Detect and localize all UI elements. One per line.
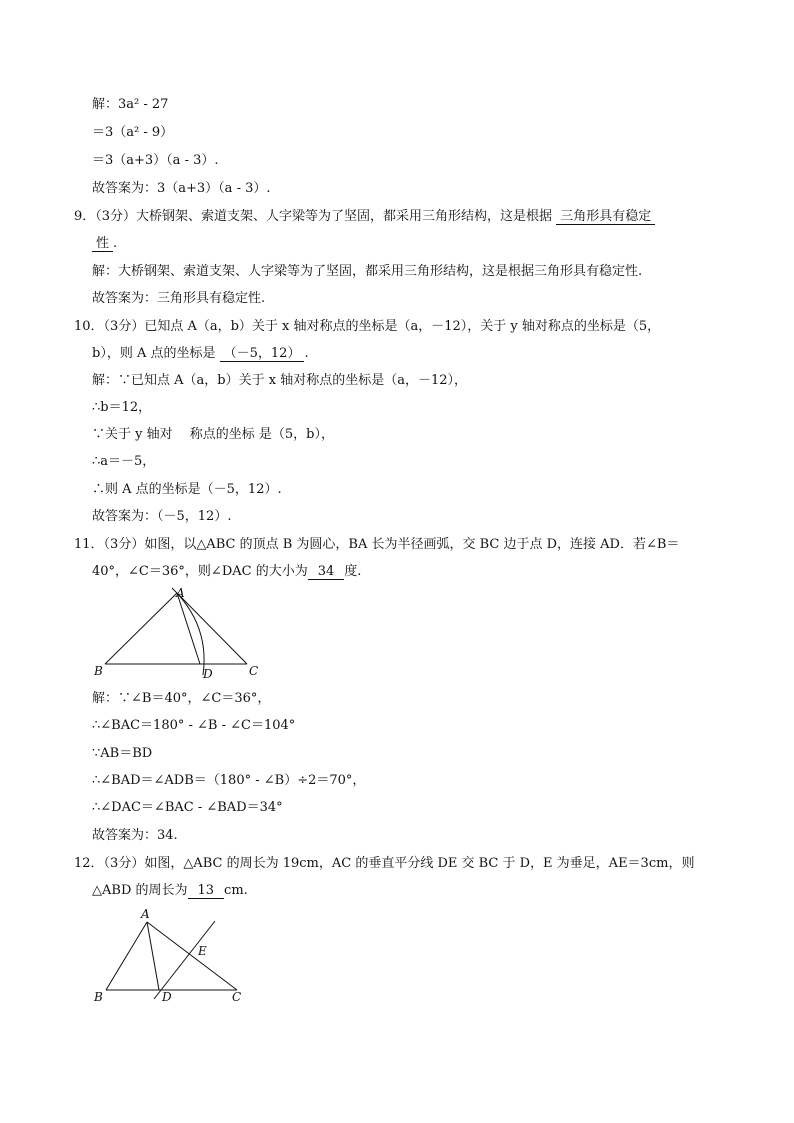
q10-solution-line2: ∴b＝12， [92, 400, 152, 415]
q11-solution-line2: ∴∠BAC＝180° - ∠B - ∠C＝104° [92, 718, 296, 733]
q11-side-ac [177, 593, 247, 664]
q12-label-e: E [198, 944, 207, 958]
q8-solution-line1: 解：3a² - 27 [92, 97, 169, 112]
q12-triangle-figure [90, 905, 260, 1010]
q12-stem-line2 [92, 882, 248, 900]
q9-answer-blank-cont: 性 [92, 236, 113, 252]
q12-segment-ad [147, 922, 159, 990]
q10-solution-line3: ∵关于 y 轴对 称点的坐标 是（5，b）， [92, 427, 334, 442]
q11-label-a: A [176, 586, 185, 600]
q10-stem-line2 [92, 345, 309, 363]
q8-answer: 故答案为：3（a+3）（a - 3）. [92, 181, 271, 196]
q11-stem-line1: 11．（3分）如图，以△ABC 的顶点 B 为圆心，BA 长为半径画弧，交 BC 边于点 D，连接 AD．若∠B＝ [74, 537, 680, 552]
q8-solution-line2: ＝3（a² - 9） [92, 125, 174, 140]
q11-side-ba [105, 593, 177, 664]
q10-end: . [304, 346, 309, 361]
q9-end: . [113, 236, 118, 251]
q9-answer: 故答案为：三角形具有稳定性. [92, 291, 266, 306]
q9-stem-text: 9．（3分）大桥钢架、索道支架、人字梁等为了坚固，都采用三角形结构，这是根据 [74, 209, 553, 224]
q12-answer-blank: 13 [188, 883, 225, 899]
q11-answer-blank: 34 [308, 564, 345, 580]
q11-label-c: C [249, 664, 259, 678]
q10-answer-blank: （－5，12） [220, 346, 305, 362]
q11-answer: 故答案为：34. [92, 828, 178, 843]
q11-stem-text: 40°，∠C＝36°，则∠DAC 的大小为 [92, 564, 308, 579]
q12-stem-text: △ABD 的周长为 [92, 883, 188, 898]
q11-solution-line5: ∴∠DAC＝∠BAC - ∠BAD＝34° [92, 800, 283, 815]
q12-label-d: D [162, 990, 172, 1004]
q9-solution: 解：大桥钢架、索道支架、人字梁等为了坚固，都采用三角形结构，这是根据三角形具有稳定性. [92, 264, 643, 279]
q11-end: 度. [344, 564, 362, 579]
q11-segment-ad [177, 593, 200, 664]
q12-label-b: B [94, 990, 103, 1004]
q10-solution-line4: ∴a＝－5， [92, 454, 156, 469]
q12-side-ac [147, 922, 237, 990]
q11-label-d: D [203, 667, 213, 681]
q9-stem-cont [92, 235, 117, 253]
q10-solution-line1: 解：∵已知点 A（a，b）关于 x 轴对称点的坐标是（a，－12）， [92, 373, 467, 388]
q9-stem [74, 208, 655, 226]
q8-solution-line3: ＝3（a+3）（a - 3）. [92, 153, 219, 168]
q12-label-a: A [141, 907, 150, 921]
q12-label-c: C [232, 990, 242, 1004]
q12-end: cm. [224, 883, 248, 898]
q11-solution-line4: ∴∠BAD＝∠ADB＝（180° - ∠B）÷2＝70°， [92, 773, 366, 788]
q10-stem-text: b），则 A 点的坐标是 [92, 346, 216, 361]
q11-solution-line1: 解：∵∠B＝40°，∠C＝36°， [92, 691, 271, 706]
q11-stem-line2 [92, 563, 361, 581]
q10-solution-line5: ∴则 A 点的坐标是（－5，12）. [92, 482, 282, 497]
q12-perpendicular-bisector [154, 921, 215, 999]
q10-stem-line1: 10．（3分）已知点 A（a，b）关于 x 轴对称点的坐标是（a，－12），关于 y 轴对称点的坐标是（5， [74, 319, 661, 334]
q12-side-ba [106, 922, 147, 990]
q11-triangle-figure [90, 585, 270, 685]
q10-answer: 故答案为：（－5，12）. [92, 509, 232, 524]
q12-stem-line1: 12．（3分）如图，△ABC 的周长为 19cm，AC 的垂直平分线 DE 交 BC 于 D，E 为垂足，AE＝3cm，则 [74, 856, 695, 871]
q11-solution-line3: ∵AB＝BD [92, 746, 153, 761]
q9-answer-blank: 三角形具有稳定 [556, 209, 655, 225]
q11-label-b: B [94, 664, 103, 678]
